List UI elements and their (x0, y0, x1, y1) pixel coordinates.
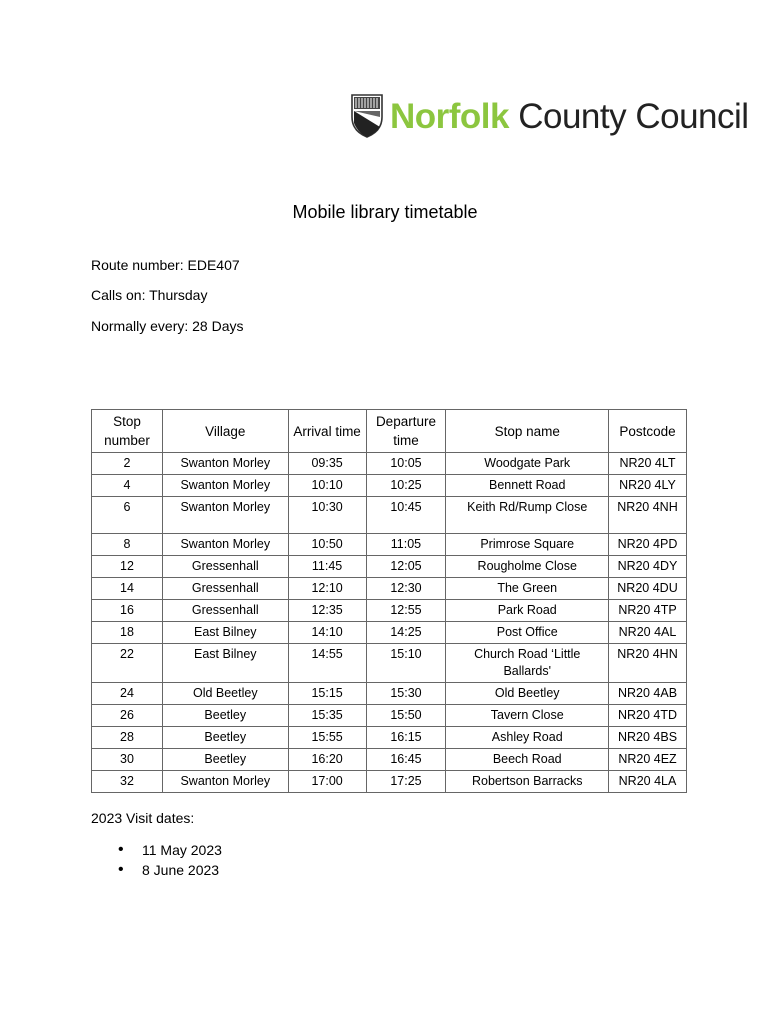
cell-stop-number: 22 (92, 644, 163, 683)
table-row (92, 453, 687, 475)
cell-stop-name: Beech Road (446, 749, 609, 771)
cell-stop-number: 32 (92, 771, 163, 793)
logo-county-council-text: County Council (509, 96, 749, 136)
table-row (92, 749, 687, 771)
cell-postcode: NR20 4TD (609, 705, 687, 727)
cell-arrival: 12:35 (288, 600, 366, 622)
cell-village: Swanton Morley (162, 475, 288, 497)
list-item: • 11 May 2023 (91, 840, 222, 860)
header-arrival-time: Arrival time (288, 410, 366, 453)
table-row (92, 644, 687, 683)
table-row (92, 475, 687, 497)
table-row (92, 727, 687, 749)
cell-postcode: NR20 4LY (609, 475, 687, 497)
cell-postcode: NR20 4BS (609, 727, 687, 749)
header-departure-time: Departure time (366, 410, 446, 453)
cell-postcode: NR20 4PD (609, 534, 687, 556)
visit-dates-heading: 2023 Visit dates: (91, 810, 195, 826)
header-stop-name: Stop name (446, 410, 609, 453)
cell-stop-name: Tavern Close (446, 705, 609, 727)
cell-postcode: NR20 4HN (609, 644, 687, 683)
cell-arrival: 09:35 (288, 453, 366, 475)
table-row (92, 622, 687, 644)
cell-stop-name: The Green (446, 578, 609, 600)
cell-village: East Bilney (162, 644, 288, 683)
cell-village: Beetley (162, 749, 288, 771)
cell-stop-name: Church Road ‘Little Ballards' (446, 644, 609, 683)
cell-village: Gressenhall (162, 556, 288, 578)
cell-departure: 16:15 (366, 727, 446, 749)
cell-postcode: NR20 4LA (609, 771, 687, 793)
cell-departure: 10:05 (366, 453, 446, 475)
cell-arrival: 10:30 (288, 497, 366, 534)
cell-arrival: 15:15 (288, 683, 366, 705)
norfolk-shield-crest-icon (350, 93, 384, 139)
table-row (92, 600, 687, 622)
cell-stop-name: Rougholme Close (446, 556, 609, 578)
cell-stop-name: Robertson Barracks (446, 771, 609, 793)
cell-departure: 10:45 (366, 497, 446, 534)
cell-stop-number: 8 (92, 534, 163, 556)
cell-postcode: NR20 4NH (609, 497, 687, 534)
route-number: Route number: EDE407 (91, 257, 240, 273)
cell-arrival: 14:55 (288, 644, 366, 683)
cell-postcode: NR20 4DY (609, 556, 687, 578)
cell-stop-number: 26 (92, 705, 163, 727)
cell-stop-number: 24 (92, 683, 163, 705)
cell-stop-number: 16 (92, 600, 163, 622)
cell-stop-name: Ashley Road (446, 727, 609, 749)
cell-arrival: 15:55 (288, 727, 366, 749)
cell-village: Old Beetley (162, 683, 288, 705)
cell-stop-name: Park Road (446, 600, 609, 622)
cell-arrival: 14:10 (288, 622, 366, 644)
cell-departure: 10:25 (366, 475, 446, 497)
cell-village: Swanton Morley (162, 497, 288, 534)
cell-departure: 11:05 (366, 534, 446, 556)
cell-village: Swanton Morley (162, 453, 288, 475)
cell-postcode: NR20 4EZ (609, 749, 687, 771)
cell-departure: 14:25 (366, 622, 446, 644)
table-row (92, 771, 687, 793)
table-row (92, 497, 687, 534)
calls-on: Calls on: Thursday (91, 287, 208, 303)
cell-stop-number: 12 (92, 556, 163, 578)
list-item: • 8 June 2023 (91, 860, 222, 880)
cell-stop-number: 14 (92, 578, 163, 600)
cell-postcode: NR20 4AL (609, 622, 687, 644)
cell-stop-name: Post Office (446, 622, 609, 644)
table-row (92, 556, 687, 578)
header-village: Village (162, 410, 288, 453)
cell-arrival: 11:45 (288, 556, 366, 578)
cell-arrival: 15:35 (288, 705, 366, 727)
cell-arrival: 12:10 (288, 578, 366, 600)
table-header-row (92, 410, 687, 453)
cell-departure: 12:55 (366, 600, 446, 622)
cell-stop-number: 6 (92, 497, 163, 534)
cell-village: East Bilney (162, 622, 288, 644)
cell-postcode: NR20 4DU (609, 578, 687, 600)
cell-postcode: NR20 4AB (609, 683, 687, 705)
cell-stop-name: Primrose Square (446, 534, 609, 556)
cell-stop-name: Keith Rd/Rump Close (446, 497, 609, 534)
cell-arrival: 17:00 (288, 771, 366, 793)
council-logo (350, 92, 749, 140)
table-row (92, 705, 687, 727)
table-row (92, 578, 687, 600)
cell-departure: 17:25 (366, 771, 446, 793)
council-name (390, 96, 749, 136)
frequency: Normally every: 28 Days (91, 318, 244, 334)
cell-stop-number: 18 (92, 622, 163, 644)
cell-postcode: NR20 4TP (609, 600, 687, 622)
cell-village: Beetley (162, 705, 288, 727)
cell-departure: 15:30 (366, 683, 446, 705)
cell-village: Beetley (162, 727, 288, 749)
cell-arrival: 10:10 (288, 475, 366, 497)
cell-stop-number: 28 (92, 727, 163, 749)
header-stop-number: Stop number (92, 410, 163, 453)
cell-arrival: 10:50 (288, 534, 366, 556)
cell-village: Swanton Morley (162, 534, 288, 556)
cell-departure: 16:45 (366, 749, 446, 771)
cell-stop-number: 2 (92, 453, 163, 475)
cell-village: Gressenhall (162, 600, 288, 622)
timetable-table (91, 409, 687, 793)
cell-departure: 12:30 (366, 578, 446, 600)
cell-stop-name: Woodgate Park (446, 453, 609, 475)
cell-stop-number: 30 (92, 749, 163, 771)
header-postcode: Postcode (609, 410, 687, 453)
cell-postcode: NR20 4LT (609, 453, 687, 475)
cell-departure: 12:05 (366, 556, 446, 578)
logo-norfolk-text: Norfolk (390, 96, 509, 136)
page-title: Mobile library timetable (292, 202, 478, 222)
table-row (92, 534, 687, 556)
cell-arrival: 16:20 (288, 749, 366, 771)
cell-departure: 15:10 (366, 644, 446, 683)
cell-stop-name: Bennett Road (446, 475, 609, 497)
cell-village: Swanton Morley (162, 771, 288, 793)
visit-dates-list (91, 840, 222, 880)
cell-departure: 15:50 (366, 705, 446, 727)
cell-stop-name: Old Beetley (446, 683, 609, 705)
table-row (92, 683, 687, 705)
cell-stop-number: 4 (92, 475, 163, 497)
cell-village: Gressenhall (162, 578, 288, 600)
